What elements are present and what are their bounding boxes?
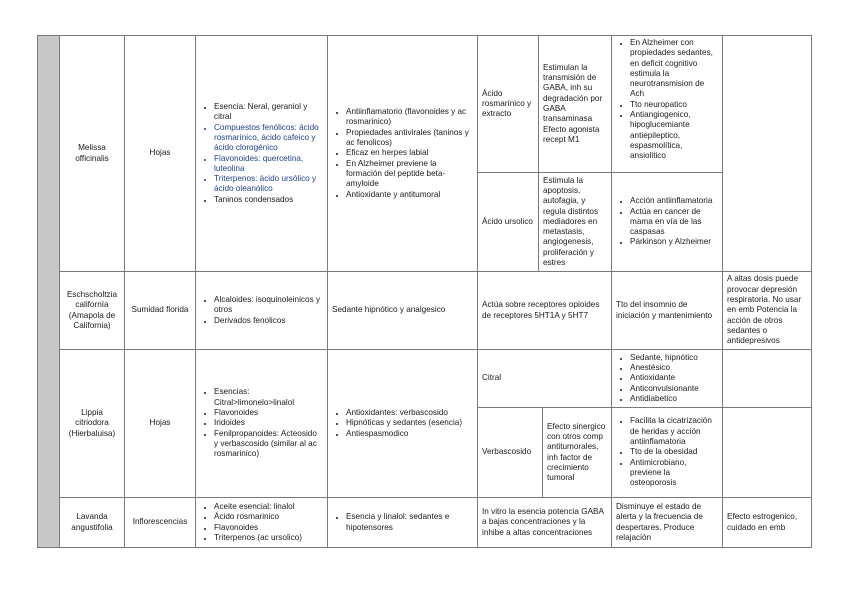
uses-cell (611, 271, 723, 350)
plant-name: Lavanda angustifolia (71, 512, 113, 532)
uses-list (616, 353, 718, 404)
notes-cell (722, 35, 812, 272)
compound-cell (477, 349, 612, 408)
list-item: • Eficaz en herpes labial (346, 148, 473, 158)
actions-cell (327, 271, 478, 350)
actions-cell (327, 35, 478, 272)
use-text: Tto del insomnio de iniciación y mantenimiento (616, 300, 713, 320)
actions-cell (327, 349, 478, 498)
notes-cell (722, 497, 812, 548)
list-item: • Esencias: Citral>limonelo>linalol (214, 387, 323, 408)
notes-text: Efecto estrogenico, cuidado en emb (727, 512, 798, 532)
plant-part-cell (124, 35, 196, 272)
action-text: Sedante hipnótico y analgesico (332, 305, 446, 315)
mechanism-cell (477, 271, 612, 350)
mechanism-text: In vitro la esencia potencia GABA a bajas concentraciones y la inhibe a altas concentraciones (482, 507, 604, 537)
list-item: • Esencia: Neral, geraniol y citral (214, 102, 323, 123)
list-item: • Acción antiinflamatoria (630, 196, 718, 206)
mechanism-text: Estimula la apoptosis, autofagia, y regula distintos mediadores en metastasis, angiogenesis, proliferación y estres (543, 175, 599, 268)
list-item: • Iridoides (214, 418, 323, 428)
row-header-strip (37, 35, 60, 548)
list-item: • Flavonoides (214, 408, 323, 418)
compound-name: Verbascosido (482, 447, 532, 457)
composition-cell (195, 349, 328, 498)
list-item: • Taninos condensados (214, 195, 323, 205)
list-item: • En Alzheimer con propiedades sedantes, en deficit cognitivo estimula la neurotransmision de Ach (630, 38, 718, 100)
plant-name-cell (59, 349, 125, 498)
compound-cell (477, 407, 543, 498)
list-item: • Esencia y linalol: sedantes e hipotensores (346, 512, 473, 533)
uses-cell (611, 497, 723, 548)
uses-cell (611, 407, 723, 498)
notes-cell (722, 349, 812, 408)
composition-list (200, 387, 323, 459)
composition-list (200, 502, 323, 543)
mechanism-text: Estimulan la transmisión de GABA, inh su degradación por GABA transaminasa Efecto agonista recept M1 (543, 62, 603, 144)
plant-name-cell (59, 497, 125, 548)
mechanism-cell (538, 172, 612, 272)
notes-cell (722, 407, 812, 498)
actions-list (332, 107, 473, 200)
uses-cell (611, 172, 723, 272)
plant-part: Inflorescencias (132, 517, 188, 527)
list-item: • Alcaloides: isoquinoleinicos y otros (214, 295, 323, 316)
plant-name: Melissa officinalis (75, 143, 109, 163)
composition-list (200, 102, 323, 205)
mechanism-cell (542, 407, 612, 498)
list-item: • Antiangiogenico, hipoglucemiante antiepileptico, espasmolítica, ansiolitico (630, 110, 718, 161)
plant-name-cell (59, 271, 125, 350)
compound-name: Citral (482, 373, 502, 383)
list-item: • Antimicrobiano, previene la osteoporosis (630, 458, 718, 489)
plant-part-cell (124, 497, 196, 548)
list-item: • Tto neuropatico (630, 100, 718, 110)
list-item: • Anticonvulsionante (630, 384, 718, 394)
list-item: • Fenilpropanoides: Acteosido y verbascosido (similar al ac rosmarinico) (214, 429, 323, 460)
plant-part: Hojas (149, 148, 171, 158)
list-item: • Antioxidantes: verbascosido (346, 408, 473, 418)
composition-cell (195, 271, 328, 350)
composition-cell (195, 497, 328, 548)
notes-cell (722, 271, 812, 350)
list-item: • Antidiabetico (630, 394, 718, 404)
list-item: • Compuestos fenólicos: ácido rosmarínico, ácido cafeico y ácido clorogénico (214, 123, 323, 154)
list-item: • Antioxidante y antitumoral (346, 190, 473, 200)
compound-cell (477, 172, 539, 272)
plant-part-cell (124, 271, 196, 350)
plant-part: Hojas (149, 418, 171, 428)
actions-list (332, 512, 473, 533)
list-item: • Antiinflamatorio (flavonoides y ac rosmarinico) (346, 107, 473, 128)
use-text: Disminuye el estado de alerta y la frecuencia de despertares. Produce relajación (616, 501, 703, 542)
plant-name-cell (59, 35, 125, 272)
compound-name: Ácido rosmarínico y extracto (482, 88, 532, 119)
list-item: • Hipnóticas y sedantes (esencia) (346, 418, 473, 428)
plant-part: Sumidad florida (131, 305, 189, 315)
list-item: • Tto de la obesidad (630, 447, 718, 457)
composition-list (200, 295, 323, 326)
list-item: • Triterpenos (ac ursolico) (214, 533, 323, 543)
list-item: • Flavonoides (214, 523, 323, 533)
uses-list (616, 416, 718, 488)
list-item: • Antiespasmodico (346, 429, 473, 439)
list-item: • Facilita la cicatrización de heridas y acción antiinflamatoria (630, 416, 718, 447)
list-item: • Aceite esencial: linalol (214, 502, 323, 512)
list-item: • Derivados fenolicos (214, 316, 323, 326)
compound-name: Ácido ursolico (482, 216, 533, 226)
mechanism-text: Actúa sobre receptores opioides de receptores 5HT1A y 5HT7 (482, 300, 600, 320)
mechanism-text: Efecto sinergico con otros comp antitumorales, inh factor de crecimiento tumoral (547, 421, 606, 483)
uses-list (616, 196, 718, 247)
list-item: • Párkinson y Alzheimer (630, 237, 718, 247)
actions-cell (327, 497, 478, 548)
list-item: • Flavonoides: quercetina, luteolina (214, 154, 323, 175)
list-item: • Ácido rosmarinico (214, 512, 323, 522)
composition-cell (195, 35, 328, 272)
compound-cell (477, 35, 539, 173)
list-item: • Actúa en cancer de mama en vía de las caspasas (630, 207, 718, 238)
list-item: • Anestésico (630, 363, 718, 373)
uses-cell (611, 349, 723, 408)
plant-name: Eschscholtzia californía (Amapola de California) (66, 289, 118, 330)
list-item: • Sedante, hipnótico (630, 353, 718, 363)
notes-text: A altas dosis puede provocar depresión respiratoria. No usar en emb Potencia la acción de otros sedantes o antidepresivos (727, 274, 802, 346)
mechanism-cell (477, 497, 612, 548)
list-item: • En Alzheimer previene la formación del peptide beta-amyloide (346, 159, 473, 190)
list-item: • Triterpenos: ácido ursólico y ácido oleanólico (214, 174, 323, 195)
uses-list (616, 38, 718, 162)
list-item: • Antioxidante (630, 373, 718, 383)
plant-part-cell (124, 349, 196, 498)
actions-list (332, 408, 473, 439)
uses-cell (611, 35, 723, 173)
list-item: • Propiedades antivirales (taninos y ac fenolicos) (346, 128, 473, 149)
mechanism-cell (538, 35, 612, 173)
plant-name: Lippia citriodora (Hierbaluisa) (68, 408, 116, 438)
